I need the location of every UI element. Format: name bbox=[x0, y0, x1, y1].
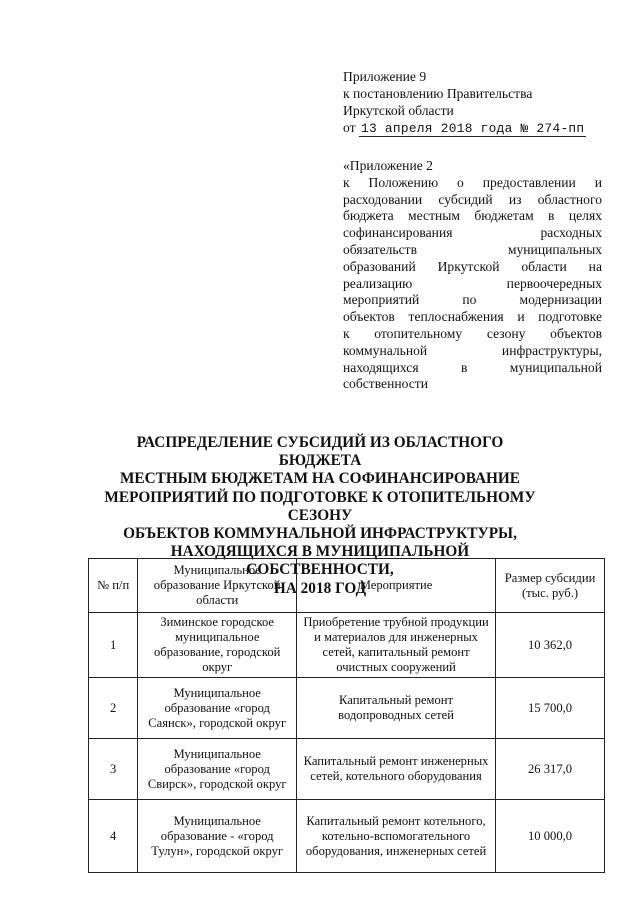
table-header-row bbox=[89, 559, 605, 613]
annex-2-line: софинансирования расходных bbox=[343, 225, 602, 241]
row-amount: 10 000,0 bbox=[496, 800, 605, 873]
annex-2-line: расходовании субсидий из областного bbox=[343, 191, 602, 207]
annex-2-block bbox=[343, 158, 602, 393]
title-line: НА 2018 ГОД bbox=[273, 579, 367, 597]
annex-2-line: объектов теплоснабжения и подготовке bbox=[343, 309, 602, 325]
date-value: 13 апреля 2018 года № 274-пп bbox=[360, 121, 585, 136]
header-municipality: Муниципальное образование Иркутской области bbox=[138, 559, 297, 613]
appendix-date bbox=[343, 119, 603, 137]
table-row bbox=[89, 800, 605, 873]
row-activity: Капитальный ремонт котельного, котельно-вспомогательного оборудования, инженерных сетей bbox=[297, 800, 496, 873]
row-amount: 26 317,0 bbox=[496, 739, 605, 800]
row-activity: Капитальный ремонт инженерных сетей, котельного оборудования bbox=[297, 739, 496, 800]
annex-2-line: коммунальной инфраструктуры, bbox=[343, 342, 602, 358]
annex-2-line: к отопительному сезону объектов bbox=[343, 325, 602, 341]
row-number: 2 bbox=[89, 678, 138, 739]
row-number: 3 bbox=[89, 739, 138, 800]
subsidy-table bbox=[88, 558, 605, 873]
row-number: 1 bbox=[89, 613, 138, 678]
header-amount: Размер субсидии (тыс. руб.) bbox=[496, 559, 605, 613]
row-municipality: Зиминское городское муниципальное образование, городской округ bbox=[138, 613, 297, 678]
title-line: НАХОДЯЩИХСЯ В МУНИЦИПАЛЬНОЙ СОБСТВЕННОСТИ, bbox=[170, 543, 470, 579]
row-municipality: Муниципальное образование - «город Тулун», городской округ bbox=[138, 800, 297, 873]
title-line: РАСПРЕДЕЛЕНИЕ СУБСИДИЙ ИЗ ОБЛАСТНОГО БЮДЖЕТА bbox=[136, 434, 504, 470]
row-number: 4 bbox=[89, 800, 138, 873]
title-line: МЕСТНЫМ БЮДЖЕТАМ НА СОФИНАНСИРОВАНИЕ bbox=[119, 470, 521, 488]
table-row bbox=[89, 739, 605, 800]
date-prefix: от bbox=[343, 120, 356, 135]
row-activity: Капитальный ремонт водопроводных сетей bbox=[297, 678, 496, 739]
annex-2-line: бюджета местным бюджетам в целях bbox=[343, 208, 602, 224]
header-activity: Мероприятие bbox=[297, 559, 496, 613]
annex-2-line: мероприятий по модернизации bbox=[343, 292, 602, 308]
row-municipality: Муниципальное образование «город Саянск», городской округ bbox=[138, 678, 297, 739]
annex-2-line: находящихся в муниципальной bbox=[343, 359, 602, 375]
annex-2-line: обязательств муниципальных bbox=[343, 241, 602, 257]
annex-2-line: реализацию первоочередных bbox=[343, 275, 602, 291]
annex-2-line: образований Иркутской области на bbox=[343, 258, 602, 274]
appendix-line: Приложение 9 bbox=[343, 69, 427, 84]
title-line: МЕРОПРИЯТИЙ ПО ПОДГОТОВКЕ К ОТОПИТЕЛЬНОМУ СЕЗОНУ bbox=[104, 488, 536, 524]
appendix-line: к постановлению Правительства bbox=[343, 86, 533, 101]
header-number: № п/п bbox=[89, 559, 138, 613]
title-line: ОБЪЕКТОВ КОММУНАЛЬНОЙ ИНФРАСТРУКТУРЫ, bbox=[123, 525, 517, 543]
appendix-header bbox=[343, 68, 603, 137]
row-municipality: Муниципальное образование «город Свирск», городской округ bbox=[138, 739, 297, 800]
annex-2-line: собственности bbox=[343, 376, 429, 392]
table-row bbox=[89, 613, 605, 678]
row-activity: Приобретение трубной продукции и материалов для инженерных сетей, капитальный ремонт очистных сооружений bbox=[297, 613, 496, 678]
table-row bbox=[89, 678, 605, 739]
annex-2-line: к Положению о предоставлении и bbox=[343, 174, 602, 190]
row-amount: 15 700,0 bbox=[496, 678, 605, 739]
annex-2-heading: «Приложение 2 bbox=[343, 158, 433, 173]
row-amount: 10 362,0 bbox=[496, 613, 605, 678]
appendix-line: Иркутской области bbox=[343, 103, 454, 118]
